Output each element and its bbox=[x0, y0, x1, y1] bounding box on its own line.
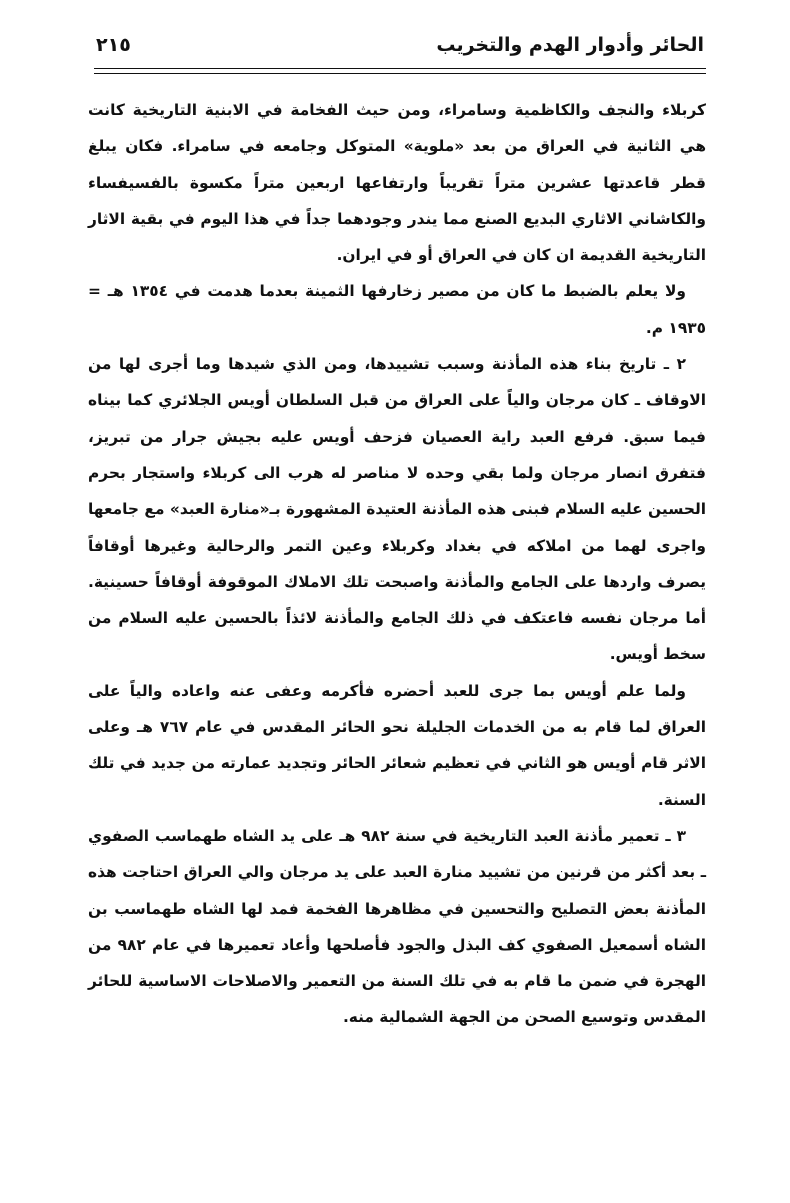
body-text bbox=[88, 92, 706, 1036]
header-rule-top bbox=[94, 68, 706, 69]
paragraph: ٣ ـ تعمير مأذنة العبد التاريخية في سنة ٩٨٢ هـ على يد الشاه طهماسب الصفوي ـ بعد أكثر من قرنين من تشييد منارة العبد على يد مرجان والي العراق احتاجت هذه المأذنة بعض التصليح والتحسين في مظاهرها الفخمة فمد لها الشاه طهماسب بن الشاه أسمعيل الصفوي كف البذل والجود فأصلحها وأعاد تعميرها في عام ٩٨٢ من الهجرة في ضمن ما قام به في تلك السنة من التعمير والاصلاحات الاساسية للحائر المقدس وتوسيع الصحن من الجهة الشمالية منه. bbox=[88, 826, 706, 1027]
page-number: ٢١٥ bbox=[96, 34, 131, 56]
paragraph: كربلاء والنجف والكاظمية وسامراء، ومن حيث الفخامة في الابنية التاريخية كانت هي الثانية في العراق من بعد «ملوية» المتوكل وجامعه في سامراء. فكان يبلغ قطر قاعدتها عشرين متراً تقريباً وارتفاعها اربعين متراً مكسوة بالفسيفساء والكاشاني الاثاري البديع الصنع مما يندر وجودهما جداً في هذا اليوم في بقية الاثار التاريخية القديمة ان كان في العراق أو في ايران. bbox=[88, 101, 706, 265]
running-header-title: الحائر وأدوار الهدم والتخريب bbox=[436, 34, 704, 56]
header-rule-bottom bbox=[94, 73, 706, 74]
paragraph: ولا يعلم بالضبط ما كان من مصير زخارفها الثمينة بعدما هدمت في ١٣٥٤ هـ = ١٩٣٥ م. bbox=[88, 282, 706, 337]
paragraph: ٢ ـ تاريخ بناء هذه المأذنة وسبب تشييدها، ومن الذي شيدها وما أجرى لها من الاوقاف ـ كان مرجان والياً على العراق من قبل السلطان أويس الجلائري كما بيناه فيما سبق. فرفع العبد راية العصيان فزحف أويس عليه بجيش جرار من تبريز، فتفرق انصار مرجان ولما بقي وحده لا مناصر له هرب الى كربلاء واستجار بحرم الحسين عليه السلام فبنى هذه المأذنة العتيدة المشهورة بـ«منارة العبد» مع جامعها واجرى لهما من املاكه في بغداد وكربلاء وعين التمر والرحالية وغيرها أوقافاً يصرف واردها على الجامع والمأذنة واصبحت تلك الاملاك الموقوفة أوقافاً حسينية. أما مرجان نفسه فاعتكف في ذلك الجامع والمأذنة لائذاً بالحسين عليه السلام من سخط أويس. bbox=[88, 355, 706, 664]
running-header bbox=[96, 30, 704, 64]
paragraph: ولما علم أويس بما جرى للعبد أحضره فأكرمه وعفى عنه واعاده والياً على العراق لما قام به من الخدمات الجليلة نحو الحائر المقدس في عام ٧٦٧ هـ وعلى الاثر قام أويس هو الثاني في تعظيم شعائر الحائر وتجديد عمارته من جديد في تلك السنة. bbox=[88, 681, 706, 809]
